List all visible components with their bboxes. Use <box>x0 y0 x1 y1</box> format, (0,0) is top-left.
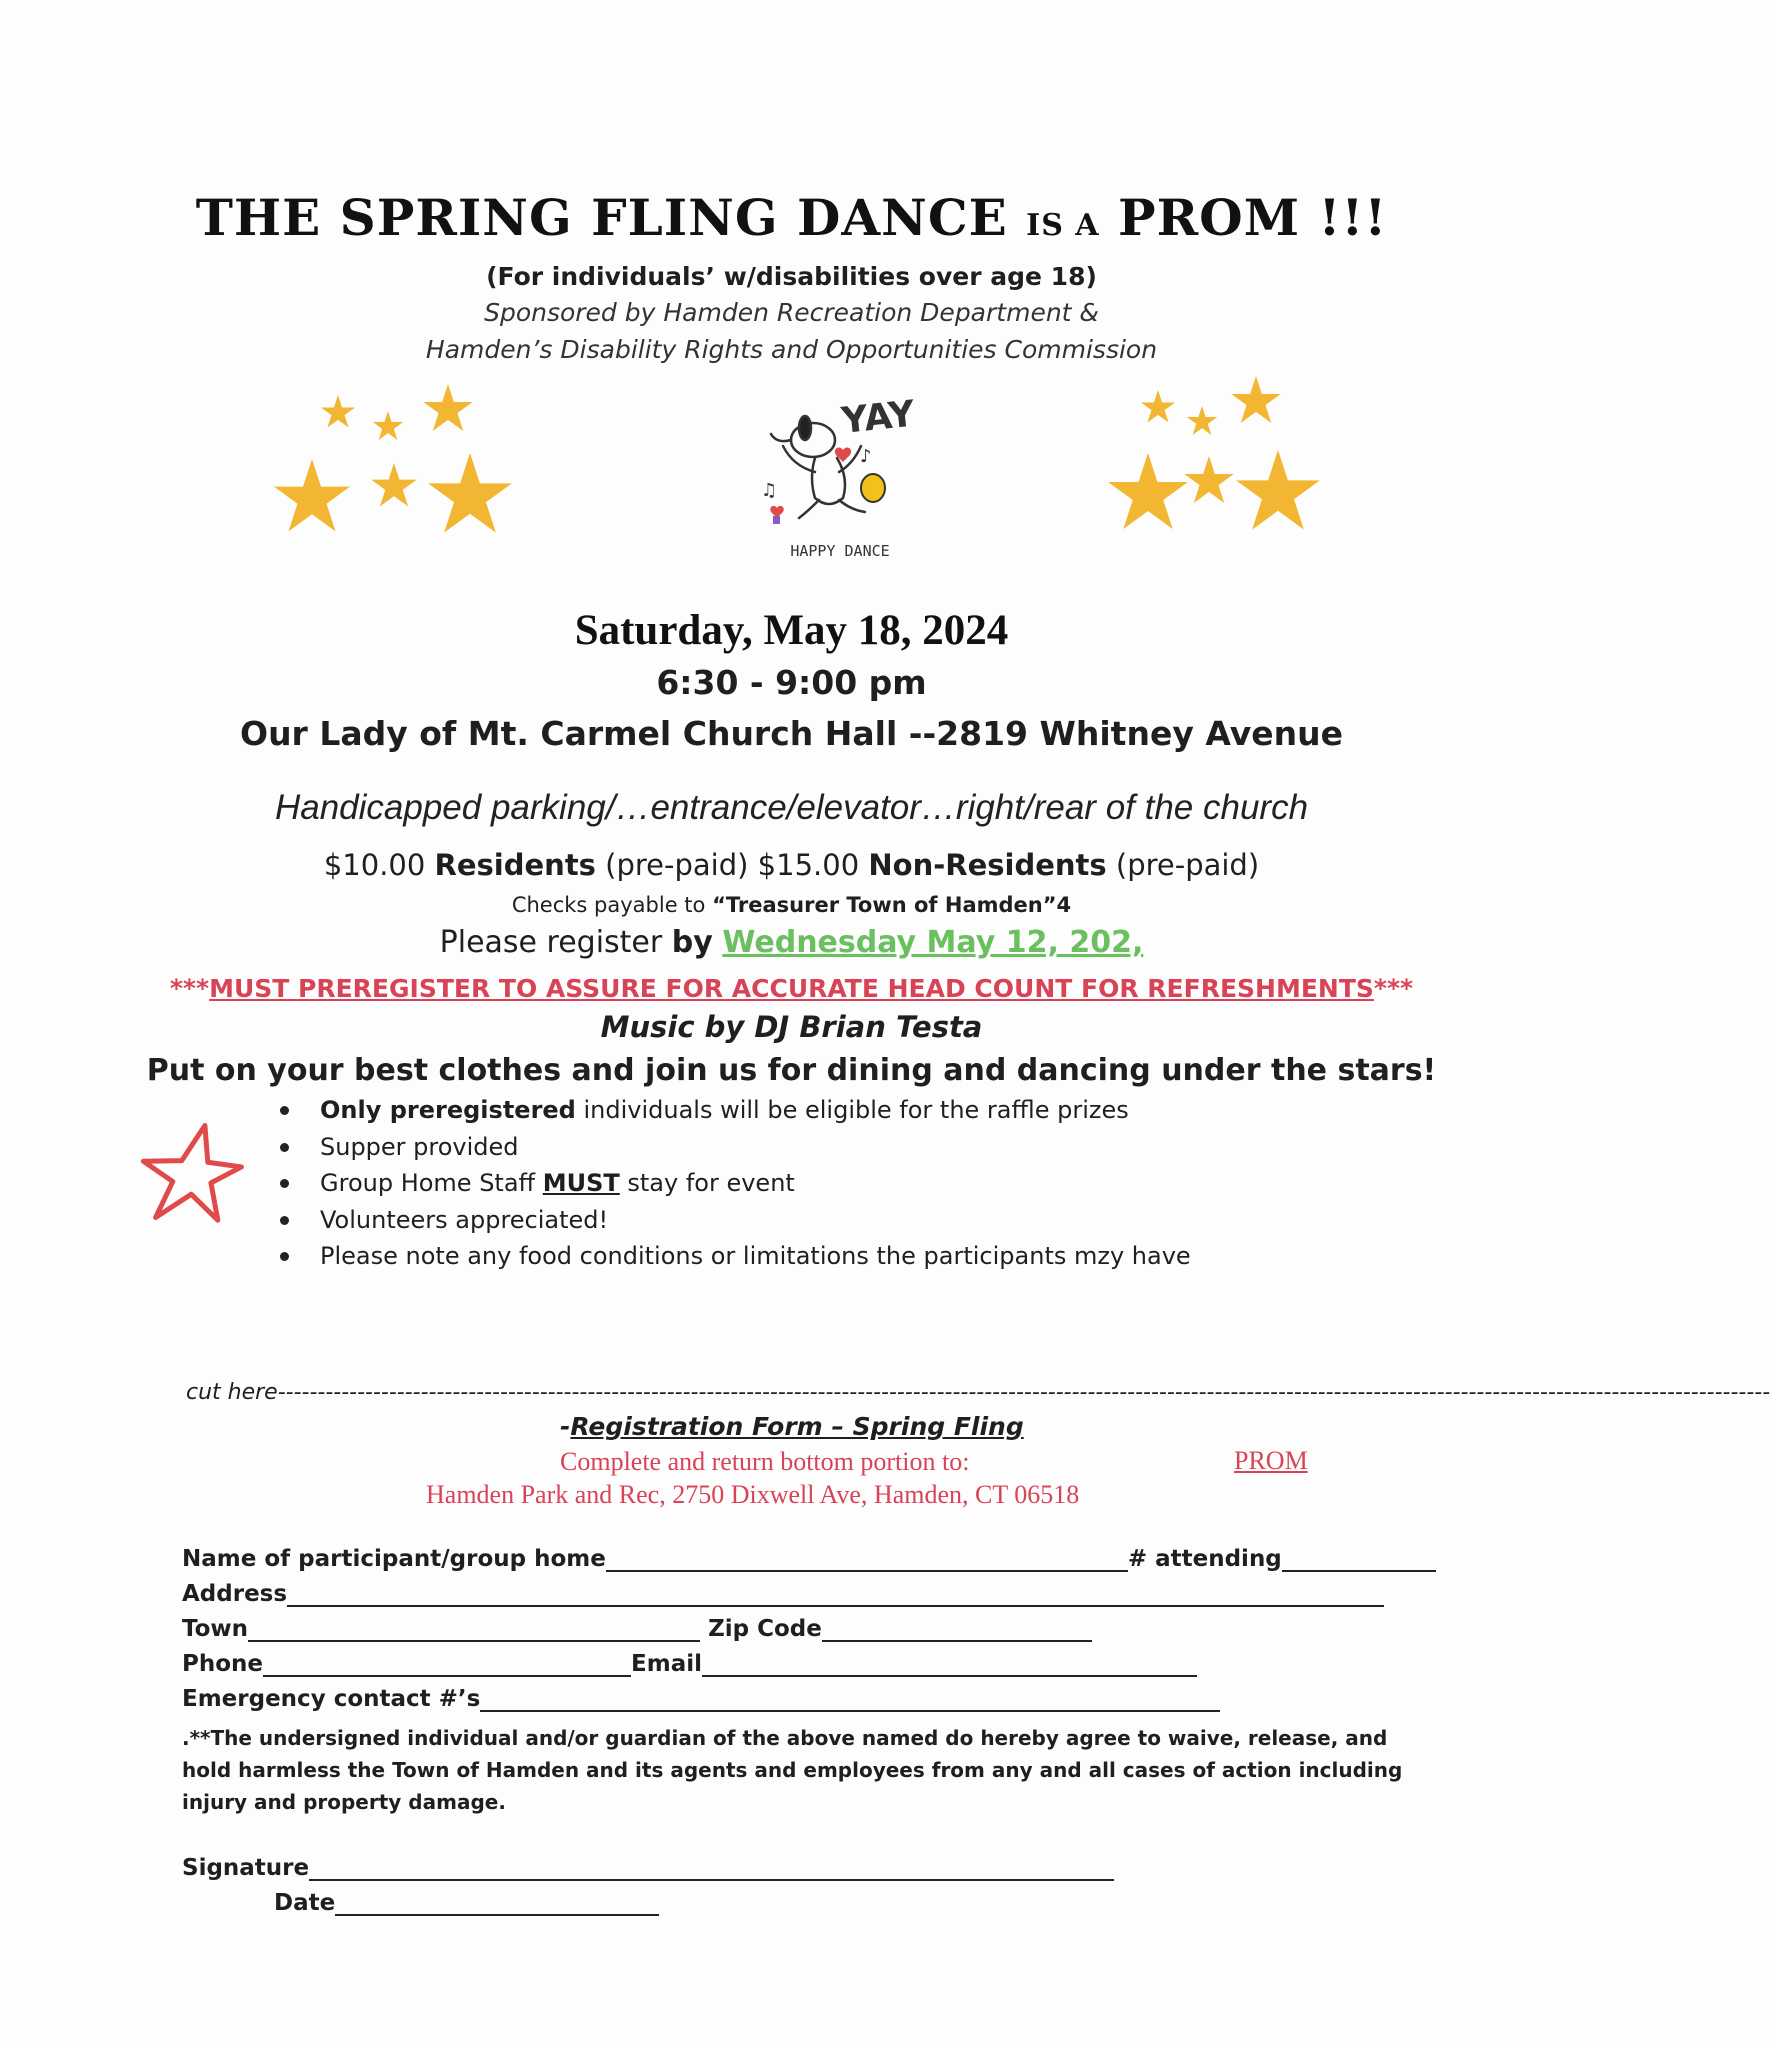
resident-label: Residents <box>434 848 596 882</box>
price-line <box>0 848 1583 882</box>
name-row <box>182 1546 1436 1572</box>
register-line <box>0 925 1583 960</box>
preregister-warning <box>0 974 1583 1003</box>
reg-prefix: - <box>560 1412 571 1441</box>
happy-dance-caption: HAPPY DANCE <box>790 542 890 560</box>
dancing-dog-icon <box>755 388 925 563</box>
parking-note: Handicapped parking/…entrance/elevator…right/rear of the church <box>274 788 1309 827</box>
music-credit: Music by DJ Brian Testa <box>600 1010 983 1044</box>
town-row <box>182 1616 1092 1642</box>
cut-line <box>186 1380 1770 1405</box>
list-item <box>280 1202 1191 1239</box>
details-list <box>280 1092 1191 1275</box>
event-date: Saturday, May 18, 2024 <box>574 607 1009 654</box>
cut-here-label: cut here <box>186 1380 278 1405</box>
dashed-divider: -------------------------------------------------------------------------------------------------------------------------------------------------------------------------------------------- <box>277 1380 1770 1405</box>
email-label: Email <box>631 1651 702 1677</box>
name-field[interactable] <box>606 1548 1128 1572</box>
waiver-text: .**The undersigned individual and/or guardian of the above named do hereby agree to waive, release, and hold harmless the Town of Hamden and its agents and employees from any and all cases of action including injury and property damage. <box>182 1726 1403 1814</box>
gold-stars-cluster-icon <box>1106 370 1326 550</box>
sponsor-line-2: Hamden’s Disability Rights and Opportunities Commission <box>425 335 1158 364</box>
checks-note <box>0 893 1583 917</box>
bullet-text: Supper provided <box>320 1132 519 1161</box>
zip-field[interactable] <box>822 1618 1092 1642</box>
bullet-bold: Only preregistered <box>320 1096 576 1124</box>
bullet-bold: MUST <box>542 1169 620 1197</box>
return-instructions: Complete and return bottom portion to: <box>560 1447 970 1476</box>
date-field[interactable] <box>335 1892 659 1916</box>
email-field[interactable] <box>702 1653 1197 1677</box>
phone-label: Phone <box>182 1651 264 1677</box>
nonresident-note: (pre-paid) <box>1115 848 1260 882</box>
signature-label: Signature <box>182 1855 310 1881</box>
register-deadline: Wednesday May 12, 202, <box>722 925 1144 960</box>
invitation-line: Put on your best clothes and join us for dining and dancing under the stars! <box>146 1053 1437 1088</box>
gold-stars-cluster-icon <box>270 375 520 550</box>
red-star-icon <box>136 1118 246 1230</box>
warning-stars-left: *** <box>169 974 210 1003</box>
name-label: Name of participant/group home <box>182 1546 606 1572</box>
resident-price: $10.00 <box>323 848 426 882</box>
town-field[interactable] <box>248 1618 700 1642</box>
sponsor-line-1: Sponsored by Hamden Recreation Department & <box>484 298 1099 327</box>
list-item <box>280 1238 1191 1275</box>
town-label: Town <box>182 1616 249 1642</box>
svg-text:♫: ♫ <box>761 480 778 501</box>
address-field[interactable] <box>287 1583 1384 1607</box>
phone-row <box>182 1651 1197 1677</box>
title-connector: IS A <box>1026 208 1100 243</box>
checks-prefix: Checks payable to <box>511 893 706 917</box>
prom-label: PROM <box>1234 1446 1308 1475</box>
register-prefix: Please register <box>439 925 663 960</box>
emergency-row <box>182 1686 1220 1712</box>
bullet-text: Group Home Staff <box>320 1169 543 1197</box>
return-address: Hamden Park and Rec, 2750 Dixwell Ave, Hamden, CT 06518 <box>426 1480 1080 1509</box>
reg-title-text: Registration Form – Spring Fling <box>570 1412 1024 1441</box>
list-item <box>280 1129 1191 1166</box>
emergency-field[interactable] <box>480 1688 1220 1712</box>
title-main: THE SPRING FLING DANCE <box>195 188 1008 247</box>
event-venue: Our Lady of Mt. Carmel Church Hall --2819 Whitney Avenue <box>240 714 1343 753</box>
register-by: by <box>671 925 713 960</box>
address-label: Address <box>182 1581 288 1607</box>
attending-field[interactable] <box>1282 1548 1436 1572</box>
list-item <box>280 1092 1191 1129</box>
eligibility-note: (For individuals’ w/disabilities over age 18) <box>486 262 1097 291</box>
bullet-text: stay for event <box>619 1169 795 1197</box>
yay-text: YAY <box>839 393 917 442</box>
phone-field[interactable] <box>263 1653 631 1677</box>
zip-label: Zip Code <box>708 1616 822 1642</box>
warning-stars-right: *** <box>1373 974 1414 1003</box>
warning-text: MUST PREREGISTER TO ASSURE FOR ACCURATE HEAD COUNT FOR REFRESHMENTS <box>209 974 1374 1003</box>
checks-payee: “Treasurer Town of Hamden”4 <box>712 893 1072 917</box>
signature-field[interactable] <box>309 1857 1114 1881</box>
emergency-label: Emergency contact #’s <box>182 1686 481 1712</box>
date-label: Date <box>274 1890 336 1916</box>
page-title <box>0 188 1583 247</box>
list-item <box>280 1165 1191 1202</box>
bullet-text: individuals will be eligible for the raffle prizes <box>575 1096 1129 1124</box>
attending-label: # attending <box>1127 1546 1282 1572</box>
address-row <box>182 1581 1384 1607</box>
svg-text:♪: ♪ <box>860 446 872 467</box>
nonresident-price: $15.00 <box>757 848 860 882</box>
event-time: 6:30 - 9:00 pm <box>656 663 927 702</box>
nonresident-label: Non-Residents <box>868 848 1107 882</box>
signature-row <box>182 1855 1114 1881</box>
bullet-text: Volunteers appreciated! <box>320 1205 609 1234</box>
title-end: PROM !!! <box>1118 188 1388 247</box>
bullet-text: Please note any food conditions or limitations the participants mzy have <box>320 1242 1191 1270</box>
resident-note: (pre-paid) <box>605 848 749 882</box>
registration-title <box>560 1412 1024 1441</box>
date-row <box>274 1890 659 1916</box>
